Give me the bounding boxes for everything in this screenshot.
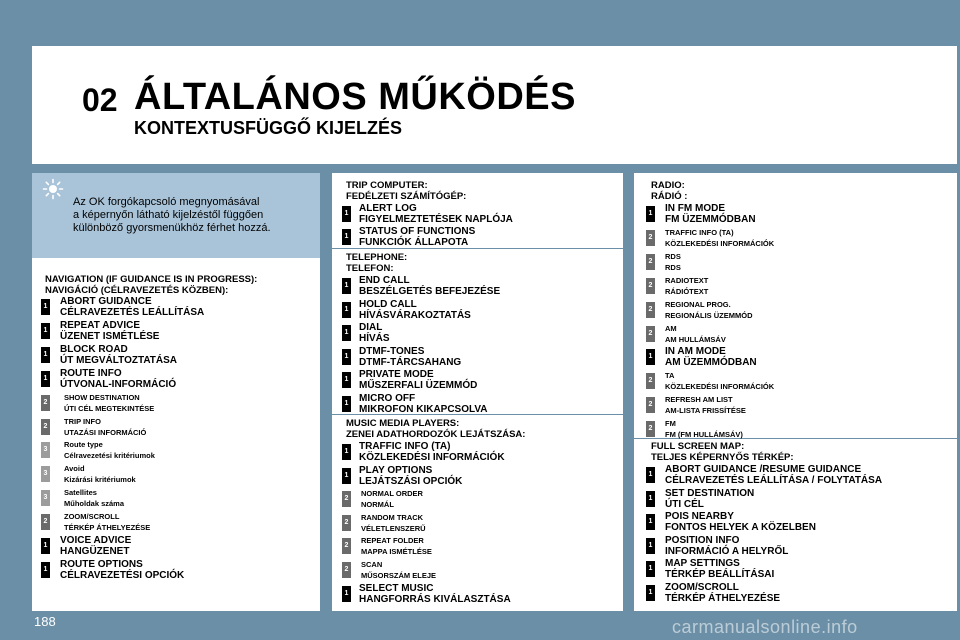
- item-label-en: DTMF-TONES: [359, 345, 425, 357]
- item-label-en: END CALL: [359, 275, 410, 286]
- level-2-badge: 2: [342, 538, 351, 554]
- telephone-menu-item: [359, 393, 488, 415]
- item-label-hu: FIGYELMEZTETÉSEK NAPLÓJA: [359, 214, 513, 225]
- fullscreen-menu-item: [665, 488, 754, 510]
- section-title-navigation: NAVIGATION (IF GUIDANCE IS IN PROGRESS): NAVIGÁCIÓ (CÉLRAVEZETÉS KÖZBEN):: [45, 274, 258, 296]
- note-text: [73, 196, 313, 235]
- item-label-en: RDS: [665, 251, 681, 261]
- item-label-en: VOICE ADVICE: [60, 535, 132, 546]
- item-label-en: REPEAT ADVICE: [60, 319, 141, 331]
- level-1-badge: 1: [646, 467, 655, 483]
- level-1-badge: 1: [342, 229, 351, 245]
- radio-menu-item: [665, 418, 743, 440]
- level-2-badge: 2: [646, 421, 655, 437]
- item-label-hu: RÁDIÓTEXT: [665, 286, 709, 296]
- item-label-en: TRAFFIC INFO (TA): [665, 227, 734, 237]
- item-label-hu: KÖZLEKEDÉSI INFORMÁCIÓK: [359, 452, 505, 463]
- level-2-badge: 2: [646, 302, 655, 318]
- item-label-hu: FM ÜZEMMÓDBAN: [665, 214, 756, 225]
- section-title-trip-computer: TRIP COMPUTER: FEDÉLZETI SZÁMÍTÓGÉP:: [346, 180, 467, 202]
- item-label-hu: KÖZLEKEDÉSI INFORMÁCIÓK: [665, 382, 775, 392]
- sun-icon: [42, 178, 64, 200]
- item-label-hu: ÚTI CÉL: [665, 498, 704, 510]
- level-1-badge: 1: [342, 444, 351, 460]
- item-label-hu: CÉLRAVEZETÉS LEÁLLÍTÁSA / FOLYTATÁSA: [665, 475, 883, 486]
- level-1-badge: 1: [646, 585, 655, 601]
- level-1-badge: 1: [41, 538, 50, 554]
- item-label-en: REGIONAL PROG.: [665, 299, 731, 309]
- item-label-en: DIAL: [359, 322, 383, 333]
- radio-menu-item: [665, 323, 726, 345]
- item-label-en: STATUS OF FUNCTIONS: [359, 226, 476, 237]
- item-label-hu: MAPPA ISMÉTLÉSE: [361, 547, 432, 557]
- item-label-en: BLOCK ROAD: [60, 343, 128, 355]
- item-label-en: ALERT LOG: [359, 203, 417, 214]
- chapter-number: 02: [82, 82, 118, 118]
- fullscreen-menu-item: [665, 535, 788, 557]
- level-2-badge: 2: [41, 419, 50, 435]
- item-label-hu: VÉLETLENSZERŰ: [361, 523, 426, 533]
- navigation-menu-item: [60, 559, 184, 581]
- item-label-hu: Célravezetési kritériumok: [64, 451, 155, 461]
- level-3-badge: 3: [41, 466, 50, 482]
- level-2-badge: 2: [646, 278, 655, 294]
- level-1-badge: 1: [646, 561, 655, 577]
- section-title-full-screen-map: FULL SCREEN MAP: TELJES KÉPERNYŐS TÉRKÉP:: [651, 441, 794, 463]
- level-2-badge: 2: [41, 514, 50, 530]
- level-2-badge: 2: [646, 373, 655, 389]
- level-2-badge: 2: [342, 491, 351, 507]
- item-label-hu: AM HULLÁMSÁV: [665, 334, 726, 344]
- item-label-hu: BESZÉLGETÉS BEFEJEZÉSE: [359, 286, 501, 297]
- telephone-menu-item: [359, 299, 471, 321]
- telephone-menu-item: [359, 346, 461, 368]
- item-label-en: TRAFFIC INFO (TA): [359, 441, 451, 452]
- radio-menu-item: [665, 370, 774, 392]
- level-1-badge: 1: [41, 562, 50, 578]
- radio-menu-item: [665, 203, 756, 225]
- item-label-en: ZOOM/SCROLL: [64, 512, 120, 522]
- telephone-menu-item: [359, 369, 477, 391]
- level-1-badge: 1: [342, 206, 351, 222]
- item-label-en: ABORT GUIDANCE: [60, 296, 152, 307]
- item-label-hu: MŰSZERFALI ÜZEMMÓD: [359, 380, 478, 391]
- item-label-hu: KÖZLEKEDÉSI INFORMÁCIÓK: [665, 238, 775, 248]
- item-label-hu: HÍVÁS: [359, 333, 390, 344]
- level-3-badge: 3: [41, 490, 50, 506]
- level-3-badge: 3: [41, 442, 50, 458]
- fullscreen-menu-item: [665, 464, 882, 486]
- item-label-hu: HÍVÁSVÁRAKOZTATÁS: [359, 309, 471, 321]
- item-label-en: PLAY OPTIONS: [359, 464, 433, 476]
- item-label-en: RADIOTEXT: [665, 275, 709, 285]
- item-label-hu: DTMF-TÁRCSAHANG: [359, 356, 462, 368]
- navigation-menu-item: [60, 320, 159, 342]
- item-label-en: ROUTE INFO: [60, 367, 122, 379]
- item-label-hu: Műholdak száma: [64, 499, 125, 509]
- telephone-menu-item: [359, 322, 390, 344]
- level-1-badge: 1: [41, 299, 50, 315]
- music-menu-item: [361, 535, 432, 557]
- item-label-en: TRIP INFO: [64, 416, 101, 426]
- trip-menu-item: [359, 203, 513, 225]
- item-label-hu: CÉLRAVEZETÉSI OPCIÓK: [60, 569, 185, 581]
- item-label-en: ZOOM/SCROLL: [665, 581, 739, 593]
- item-label-en: IN AM MODE: [665, 346, 726, 358]
- navigation-menu-item: [64, 416, 146, 438]
- item-label-en: SHOW DESTINATION: [64, 392, 140, 402]
- page-title: ÁLTALÁNOS MŰKÖDÉS: [134, 76, 576, 118]
- level-2-badge: 2: [41, 395, 50, 411]
- item-label-hu: FM (FM HULLÁMSÁV): [665, 430, 743, 440]
- level-1-badge: 1: [41, 347, 50, 363]
- fullscreen-menu-item: [665, 558, 774, 580]
- item-label-en: FM: [665, 419, 676, 429]
- item-label-en: POSITION INFO: [665, 534, 740, 546]
- level-1-badge: 1: [41, 323, 50, 339]
- navigation-menu-item: [64, 487, 124, 509]
- item-label-hu: ÚTVONAL-INFORMÁCIÓ: [60, 378, 177, 390]
- radio-menu-item: [665, 299, 753, 321]
- item-label-en: Satellites: [64, 488, 97, 498]
- music-menu-item: [361, 488, 423, 510]
- item-label-hu: HANGFORRÁS KIVÁLASZTÁSA: [359, 593, 511, 605]
- level-1-badge: 1: [342, 586, 351, 602]
- level-1-badge: 1: [342, 325, 351, 341]
- radio-menu-item: [665, 394, 746, 416]
- watermark: carmanualsonline.info: [672, 617, 858, 637]
- navigation-menu-item: [60, 296, 204, 318]
- level-1-badge: 1: [342, 468, 351, 484]
- level-1-badge: 1: [646, 538, 655, 554]
- level-2-badge: 2: [342, 562, 351, 578]
- fullscreen-menu-item: [665, 511, 816, 533]
- item-label-hu: AM ÜZEMMÓDBAN: [665, 357, 757, 369]
- item-label-en: IN FM MODE: [665, 203, 725, 214]
- item-label-en: AM: [665, 323, 677, 333]
- section-divider: [332, 248, 623, 249]
- item-label-hu: INFORMÁCIÓ A HELYRŐL: [665, 545, 789, 557]
- level-2-badge: 2: [646, 254, 655, 270]
- item-label-hu: CÉLRAVEZETÉS LEÁLLÍTÁSA: [60, 307, 205, 318]
- item-label-hu: TÉRKÉP ÁTHELYEZÉSE: [665, 592, 781, 604]
- level-1-badge: 1: [646, 206, 655, 222]
- navigation-menu-item: [64, 439, 155, 461]
- section-title-radio: RADIO: RÁDIÓ :: [651, 180, 688, 202]
- navigation-menu-item: [60, 344, 177, 366]
- item-label-hu: FUNKCIÓK ÁLLAPOTA: [359, 237, 469, 248]
- section-title-telephone: TELEPHONE: TELEFON:: [346, 252, 408, 274]
- item-label-hu: HANGÜZENET: [60, 546, 130, 557]
- item-label-hu: NORMÁL: [361, 500, 394, 510]
- note-line: különböző gyorsmenükhöz férhet hozzá.: [73, 222, 271, 234]
- music-menu-item: [361, 512, 426, 534]
- level-1-badge: 1: [646, 349, 655, 365]
- item-label-hu: REGIONÁLIS ÜZEMMÓD: [665, 310, 753, 320]
- navigation-menu-item: [60, 535, 131, 557]
- music-menu-item: [359, 441, 505, 463]
- music-menu-item: [359, 465, 462, 487]
- level-2-badge: 2: [646, 397, 655, 413]
- telephone-menu-item: [359, 275, 500, 297]
- note-line: a képernyőn látható kijelzéstől függően: [73, 209, 264, 221]
- item-label-en: NORMAL ORDER: [361, 489, 423, 499]
- page-subtitle: KONTEXTUSFÜGGŐ KIJELZÉS: [134, 118, 403, 138]
- navigation-menu-item: [64, 511, 150, 533]
- music-menu-item: [361, 559, 436, 581]
- level-2-badge: 2: [646, 230, 655, 246]
- item-label-en: TA: [665, 371, 675, 381]
- item-label-en: REFRESH AM LIST: [665, 395, 733, 405]
- navigation-menu-item: [64, 392, 154, 414]
- level-1-badge: 1: [342, 302, 351, 318]
- item-label-hu: Kizárási kritériumok: [64, 475, 136, 485]
- navigation-menu-item: [64, 463, 136, 485]
- level-1-badge: 1: [41, 371, 50, 387]
- fullscreen-menu-item: [665, 582, 780, 604]
- page-number: 188: [34, 614, 56, 629]
- item-label-hu: ÚTI CÉL MEGTEKINTÉSE: [64, 403, 155, 413]
- level-1-badge: 1: [342, 349, 351, 365]
- item-label-hu: ÜZENET ISMÉTLÉSE: [60, 330, 160, 342]
- item-label-en: MICRO OFF: [359, 392, 416, 404]
- item-label-en: HOLD CALL: [359, 298, 417, 310]
- section-title-music: MUSIC MEDIA PLAYERS: ZENEI ADATHORDOZÓK LEJÁTSZÁSA:: [346, 418, 526, 440]
- item-label-en: Avoid: [64, 464, 85, 474]
- level-1-badge: 1: [342, 372, 351, 388]
- item-label-hu: UTAZÁSI INFORMÁCIÓ: [64, 427, 147, 437]
- item-label-en: MAP SETTINGS: [665, 558, 740, 569]
- radio-menu-item: [665, 251, 681, 273]
- radio-menu-item: [665, 346, 757, 368]
- radio-menu-item: [665, 227, 774, 249]
- item-label-en: REPEAT FOLDER: [361, 536, 424, 546]
- item-label-en: SCAN: [361, 560, 383, 569]
- item-label-en: RANDOM TRACK: [361, 512, 424, 522]
- item-label-en: Route type: [64, 440, 103, 450]
- music-menu-item: [359, 583, 511, 605]
- item-label-hu: FONTOS HELYEK A KÖZELBEN: [665, 522, 816, 533]
- item-label-en: PRIVATE MODE: [359, 369, 434, 380]
- item-label-en: SELECT MUSIC: [359, 582, 434, 594]
- level-1-badge: 1: [646, 514, 655, 530]
- note-line: Az OK forgókapcsoló megnyomásával: [73, 196, 260, 208]
- item-label-hu: LEJÁTSZÁSI OPCIÓK: [359, 475, 463, 487]
- trip-menu-item: [359, 226, 475, 248]
- item-label-hu: RDS: [665, 262, 681, 272]
- item-label-en: SET DESTINATION: [665, 487, 755, 499]
- item-label-en: POIS NEARBY: [665, 511, 734, 522]
- level-1-badge: 1: [342, 396, 351, 412]
- navigation-menu-item: [60, 368, 176, 390]
- item-label-en: ROUTE OPTIONS: [60, 558, 143, 570]
- item-label-hu: TÉRKÉP ÁTHELYEZÉSE: [64, 523, 151, 533]
- item-label-hu: ÚT MEGVÁLTOZTATÁSA: [60, 354, 178, 366]
- level-2-badge: 2: [342, 515, 351, 531]
- radio-menu-item: [665, 275, 708, 297]
- item-label-hu: MŰSORSZÁM ELEJE: [361, 571, 437, 580]
- level-1-badge: 1: [342, 278, 351, 294]
- item-label-en: ABORT GUIDANCE /RESUME GUIDANCE: [665, 464, 862, 475]
- level-1-badge: 1: [646, 491, 655, 507]
- item-label-hu: TÉRKÉP BEÁLLÍTÁSAI: [665, 569, 775, 580]
- level-2-badge: 2: [646, 326, 655, 342]
- item-label-hu: MIKROFON KIKAPCSOLVA: [359, 403, 488, 415]
- item-label-hu: AM-LISTA FRISSÍTÉSE: [665, 406, 746, 416]
